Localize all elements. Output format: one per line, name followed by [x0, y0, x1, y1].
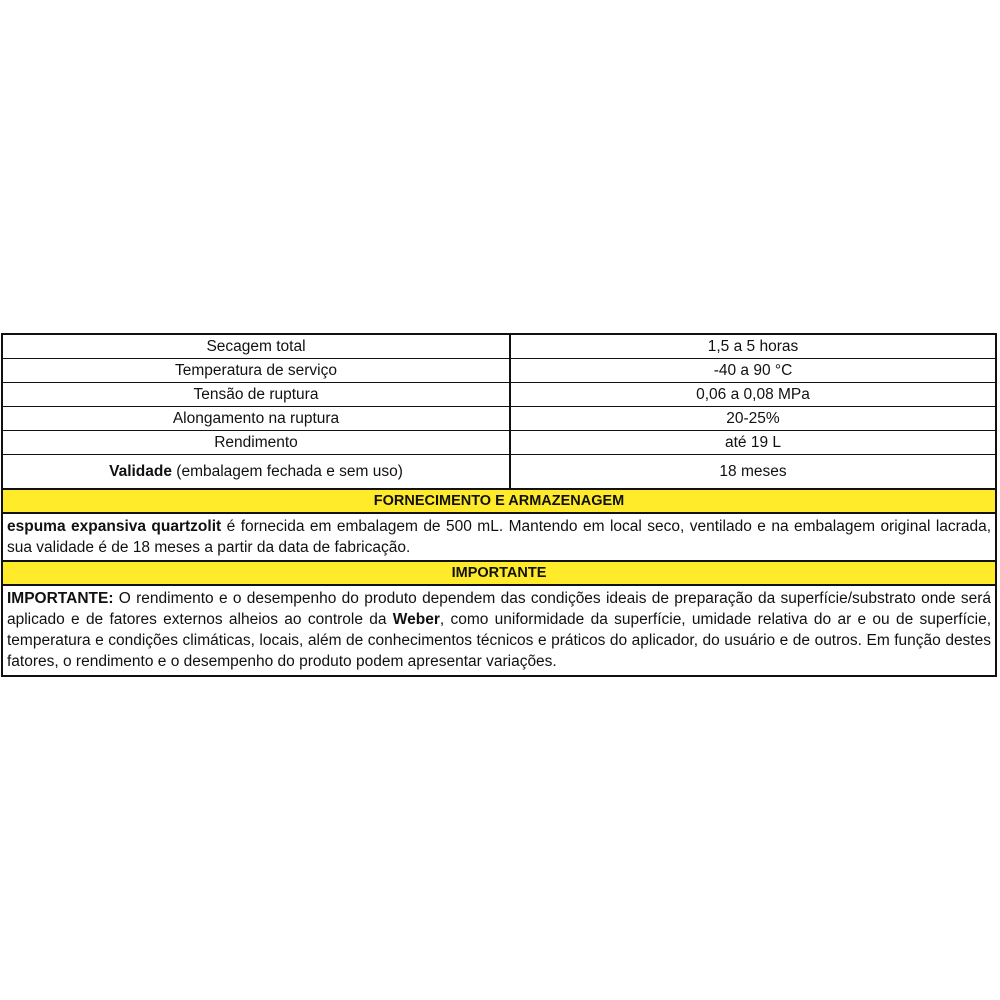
property-label: Alongamento na ruptura	[3, 407, 510, 431]
validity-label-note: (embalagem fechada e sem uso)	[172, 463, 403, 480]
important-paragraph	[3, 586, 995, 675]
product-name: espuma expansiva quartzolit	[7, 518, 222, 535]
supply-storage-heading: FORNECIMENTO E ARMAZENAGEM	[3, 488, 995, 514]
technical-properties-table	[3, 335, 995, 489]
table-row	[3, 407, 995, 431]
brand-name: Weber	[392, 611, 440, 628]
table-row	[3, 383, 995, 407]
validity-label	[3, 455, 510, 489]
property-label: Temperatura de serviço	[3, 359, 510, 383]
table-row	[3, 335, 995, 359]
property-label: Rendimento	[3, 431, 510, 455]
important-text-part-2: , como uniformidade da superfície, umidade relativa do ar e ou de superfície, temperatura e condições climáticas, locais, além de conhecimentos técnicos e práticos do aplicador, do usuário e de outros. Em função destes fatores, o rendimento e o desempenho do produto podem apresentar variações.	[7, 611, 991, 670]
supply-storage-text: é fornecida em embalagem de 500 mL. Mantendo em local seco, ventilado e na embalagem original lacrada, sua validade é de 18 meses a partir da data de fabricação.	[7, 518, 991, 556]
table-row	[3, 359, 995, 383]
property-value: até 19 L	[510, 431, 995, 455]
important-lead: IMPORTANTE:	[7, 590, 114, 607]
important-text-part-1: O rendimento e o desempenho do produto dependem das condições ideais de preparação da superfície/substrato onde será aplicado e de fatores externos alheios ao controle da	[7, 590, 991, 628]
property-value: 1,5 a 5 horas	[510, 335, 995, 359]
product-spec-sheet	[1, 333, 997, 677]
property-value: 0,06 a 0,08 MPa	[510, 383, 995, 407]
important-heading: IMPORTANTE	[3, 560, 995, 586]
validity-value: 18 meses	[510, 455, 995, 489]
supply-storage-paragraph	[3, 514, 995, 561]
table-row	[3, 431, 995, 455]
property-value: 20-25%	[510, 407, 995, 431]
property-value: -40 a 90 °C	[510, 359, 995, 383]
property-label: Secagem total	[3, 335, 510, 359]
validity-label-bold: Validade	[109, 463, 172, 480]
table-row-validity	[3, 455, 995, 489]
property-label: Tensão de ruptura	[3, 383, 510, 407]
